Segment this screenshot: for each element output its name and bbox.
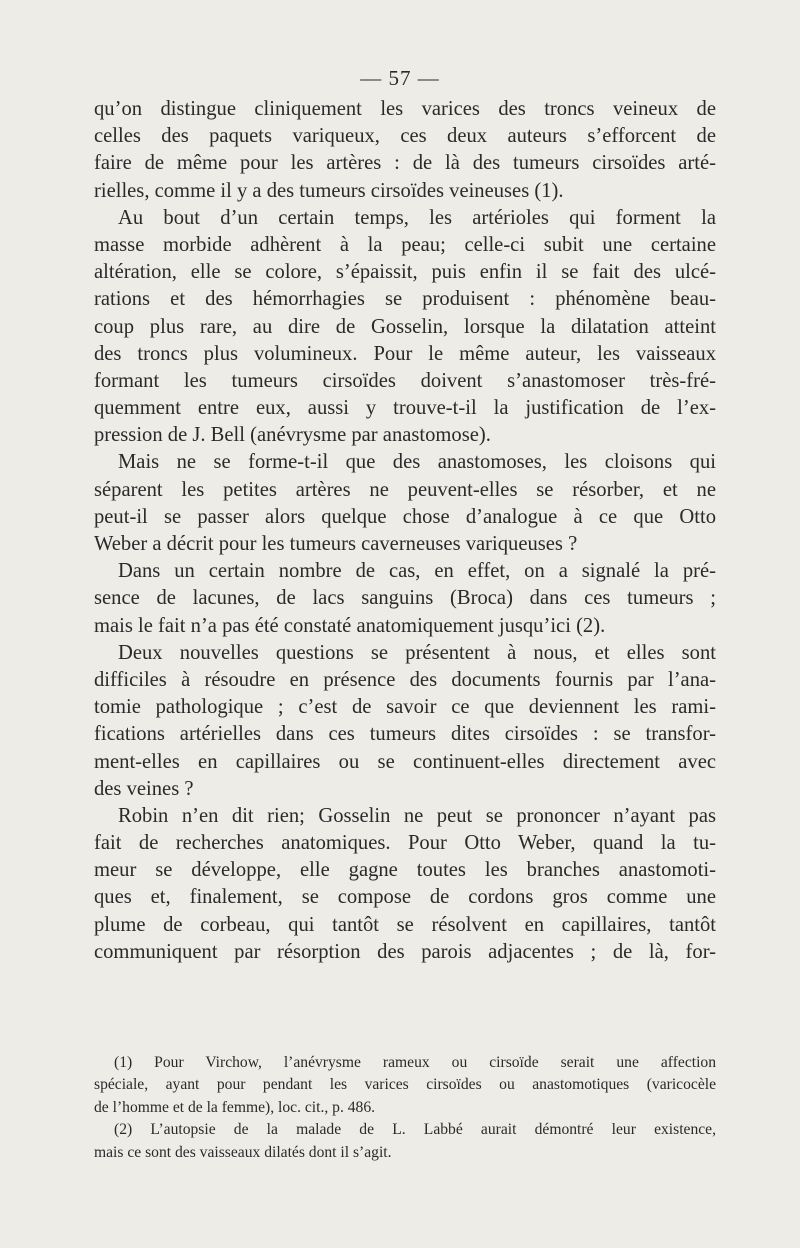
text-line: difficiles à résoudre en présence des documents fournis par l’ana-	[94, 668, 716, 691]
text-line: rielles, comme il y a des tumeurs cirsoïdes veineuses (1).	[94, 179, 564, 202]
text-line: coup plus rare, au dire de Gosselin, lorsque la dilatation atteint	[94, 315, 716, 338]
text-line: masse morbide adhèrent à la peau; celle-ci subit une certaine	[94, 233, 716, 256]
footnote-line: (2) L’autopsie de la malade de L. Labbé aurait démontré leur existence,	[114, 1121, 716, 1139]
text-line: Deux nouvelles questions se présentent à nous, et elles sont	[118, 641, 716, 664]
text-line: faire de même pour les artères : de là des tumeurs cirsoïdes arté-	[94, 152, 716, 175]
text-line: ment-elles en capillaires ou se continuent-elles directement avec	[94, 750, 716, 773]
text-line: ques et, finalement, se compose de cordons gros comme une	[94, 886, 716, 909]
footnote-line: spéciale, ayant pour pendant les varices cirsoïdes ou anastomotiques (varicocèle	[94, 1076, 716, 1094]
text-line: Weber a décrit pour les tumeurs caverneuses variqueuses ?	[94, 533, 578, 555]
text-line: communiquent par résorption des parois adjacentes ; de là, for-	[94, 940, 716, 963]
page-number: — 57 —	[360, 66, 440, 90]
footnotes	[94, 1052, 716, 1164]
text-line: peut-il se passer alors quelque chose d’analogue à ce que Otto	[94, 505, 716, 528]
footnote-line: de l’homme et de la femme), loc. cit., p. 486.	[94, 1098, 376, 1116]
text-line: Au bout d’un certain temps, les artérioles qui forment la	[118, 206, 716, 229]
text-line: tomie pathologique ; c’est de savoir ce que deviennent les rami-	[94, 696, 716, 719]
text-line: celles des paquets variqueux, ces deux auteurs s’efforcent de	[94, 125, 716, 148]
footnote-line: (1) Pour Virchow, l’anévrysme rameux ou cirsoïde serait une affection	[114, 1054, 716, 1071]
text-line: formant les tumeurs cirsoïdes doivent s’anastomoser très-fré-	[94, 369, 716, 392]
text-line: meur se développe, elle gagne toutes les branches anastomoti-	[94, 859, 716, 882]
text-line: qu’on distingue cliniquement les varices des troncs veineux de	[94, 98, 716, 120]
text-line: fait de recherches anatomiques. Pour Otto Weber, quand la tu-	[94, 832, 716, 855]
text-line: des veines ?	[94, 777, 194, 800]
text-line: plume de corbeau, qui tantôt se résolvent en capillaires, tantôt	[94, 913, 716, 936]
text-line: altération, elle se colore, s’épaissit, puis enfin il se fait des ulcé-	[94, 261, 716, 284]
text-line: sence de lacunes, de lacs sanguins (Broca) dans ces tumeurs ;	[94, 587, 716, 610]
text-line: pression de J. Bell (anévrysme par anastomose).	[94, 424, 491, 447]
text-line: des troncs plus volumineux. Pour le même auteur, les vaisseaux	[94, 342, 716, 365]
text-line: fications artérielles dans ces tumeurs dites cirsoïdes : se transfor-	[94, 723, 716, 746]
footnote-line: mais ce sont des vaisseaux dilatés dont il s’agit.	[94, 1143, 392, 1161]
text-line: Robin n’en dit rien; Gosselin ne peut se prononcer n’ayant pas	[118, 804, 716, 827]
text-line: séparent les petites artères ne peuvent-elles se résorber, et ne	[94, 478, 716, 501]
text-line: rations et des hémorrhagies se produisent : phénomène beau-	[94, 288, 716, 311]
text-line: Mais ne se forme-t-il que des anastomoses, les cloisons qui	[118, 451, 716, 474]
body-text	[94, 96, 716, 966]
text-line: mais le fait n’a pas été constaté anatomiquement jusqu’ici (2).	[94, 614, 606, 637]
text-line: Dans un certain nombre de cas, en effet, on a signalé la pré-	[118, 560, 716, 583]
text-line: quemment entre eux, aussi y trouve-t-il la justification de l’ex-	[94, 397, 716, 420]
